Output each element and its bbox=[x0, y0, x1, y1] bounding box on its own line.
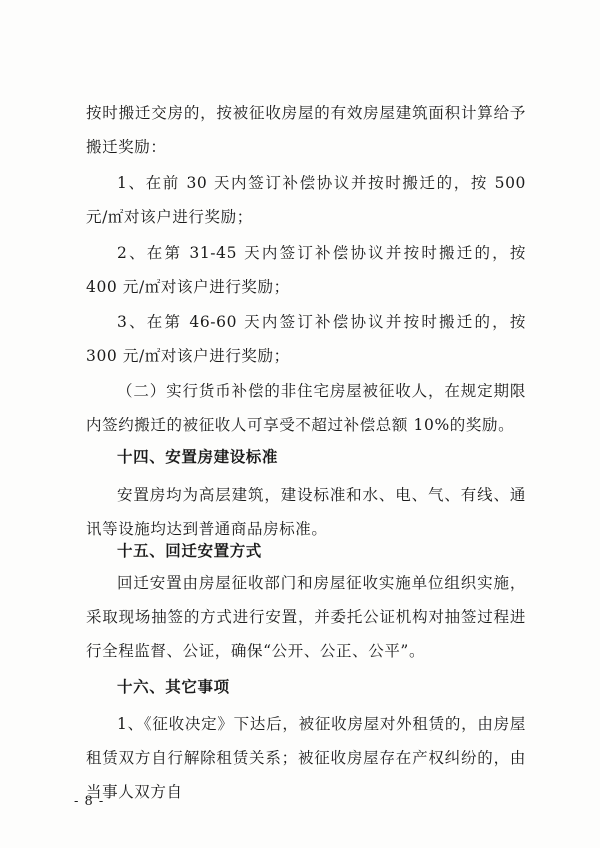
heading-section-16: 十六、其它事项 bbox=[117, 678, 230, 696]
paragraph-item-2: 2、在第 31-45 天内签订补偿协议并按时搬迁的，按 400 元/㎡对该户进行奖励； bbox=[86, 244, 526, 296]
paragraph-section-16: 1、《征收决定》下达后，被征收房屋对外租赁的，由房屋租赁双方自行解除租赁关系；被征收房屋存在产权纠纷的，由当事人双方自 bbox=[86, 715, 526, 801]
heading-section-15: 十五、回迁安置方式 bbox=[117, 542, 262, 560]
page-number: - 8 - bbox=[74, 794, 105, 809]
paragraph-section-14: 安置房均为高层建筑，建设标准和水、电、气、有线、通讯等设施均达到普通商品房标准。 bbox=[86, 486, 526, 538]
paragraph-item-1: 1、在前 30 天内签订补偿协议并按时搬迁的，按 500 元/㎡对该户进行奖励； bbox=[86, 174, 526, 226]
paragraph-item-3: 3、在第 46-60 天内签订补偿协议并按时搬迁的，按 300 元/㎡对该户进行奖励； bbox=[86, 313, 526, 365]
paragraph-section-2: （二）实行货币补偿的非住宅房屋被征收人，在规定期限内签约搬迁的被征收人可享受不超过补偿总额 10%的奖励。 bbox=[86, 382, 526, 434]
heading-section-14: 十四、安置房建设标准 bbox=[117, 448, 279, 466]
paragraph-section-15: 回迁安置由房屋征收部门和房屋征收实施单位组织实施，采取现场抽签的方式进行安置，并委托公证机构对抽签过程进行全程监督、公证，确保“公开、公正、公平”。 bbox=[86, 574, 526, 660]
paragraph-intro: 按时搬迁交房的，按被征收房屋的有效房屋建筑面积计算给予搬迁奖励： bbox=[86, 104, 526, 156]
